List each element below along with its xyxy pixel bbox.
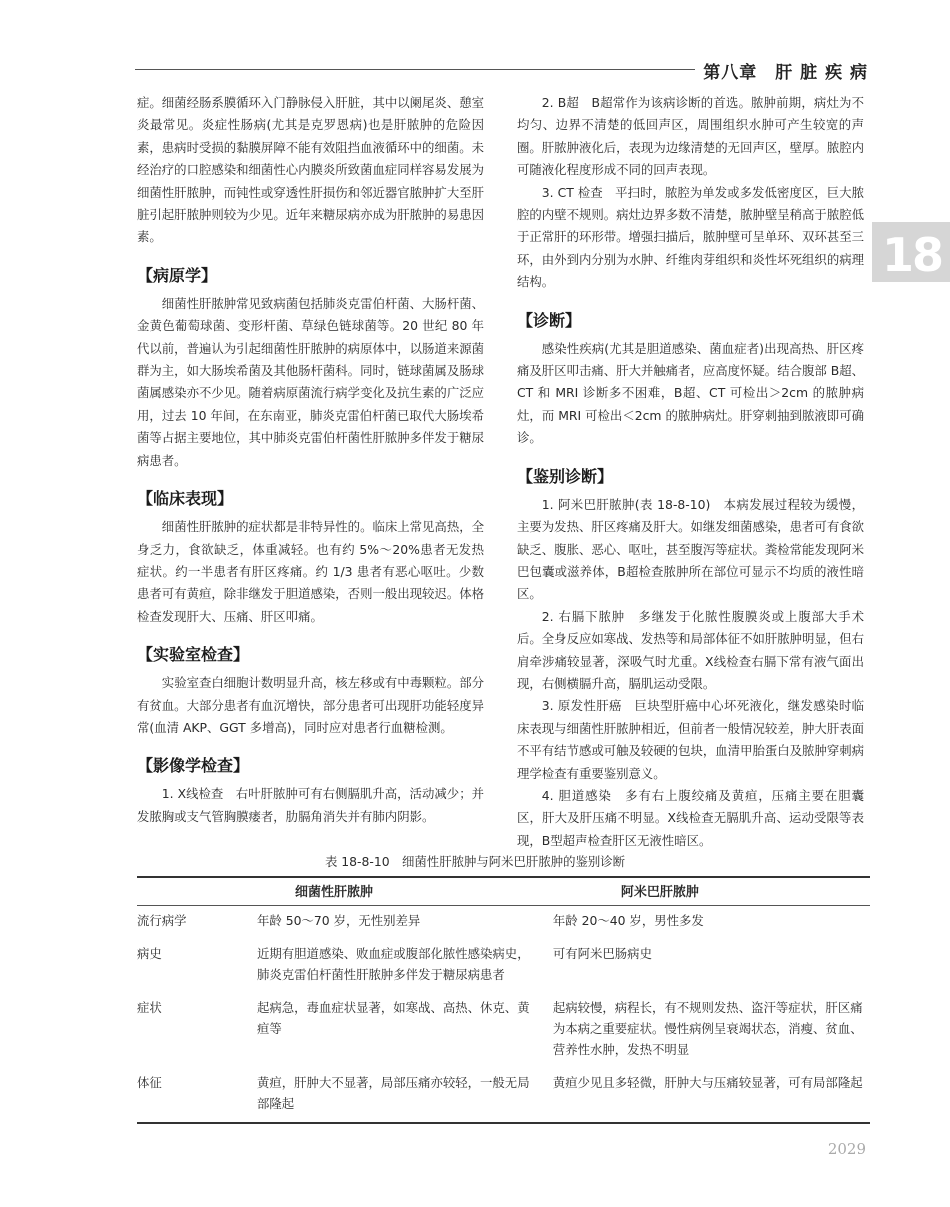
table-header-row — [137, 877, 870, 906]
ultrasound-paragraph — [517, 92, 864, 182]
differential-item-1 — [517, 494, 864, 606]
differential-item-1-text: 本病发展过程较为缓慢，主要为发热、肝区疼痛及肝大。如继发细菌感染，患者可有食欲缺乏、腹胀、恶心、呕吐，甚至腹泻等症状。粪检常能发现阿米巴包囊或滋养体，B超检查脓肿所在部位可显示不均质的液性暗区。 — [517, 496, 864, 602]
header-rule — [135, 69, 695, 70]
chapter-tab-number: 18 — [882, 228, 943, 282]
table-cell: 近期有胆道感染、败血症或腹部化脓性感染病史，肺炎克雷伯杆菌性肝脓肿多伴发于糖尿病患者 — [257, 946, 530, 982]
differential-item-4-text: 多有右上腹绞痛及黄疸，压痛主要在胆囊区，肝大及肝压痛不明显。X线检查无膈肌升高、运动受限等表现，B型超声检查肝区无液性暗区。 — [517, 787, 865, 848]
diagnosis-paragraph: 感染性疾病(尤其是胆道感染、菌血症者)出现高热、肝区疼痛及肝区叩击痛、肝大并触痛者，应高度怀疑。结合腹部 B超、CT 和 MRI 诊断多不困难，B超、CT 可检出＞2cm 的脓肿病灶，而 MRI 可检出＜2cm 的脓肿病灶。肝穿刺抽到脓液即可确诊。 — [517, 340, 864, 446]
differential-item-2-text: 多继发于化脓性腹膜炎或上腹部大手术后。全身反应如寒战、发热等和局部体征不如肝脓肿明显，但右肩牵涉痛较显著，深吸气时尤重。X线检查右膈下常有液气面出现，右侧横膈升高，膈肌运动受限。 — [517, 608, 864, 691]
table-row — [137, 1068, 870, 1123]
differential-item-3 — [517, 695, 864, 785]
ultrasound-lead: 2. B超 — [541, 95, 579, 110]
chapter-tab — [872, 222, 950, 282]
comparison-table — [137, 876, 870, 1124]
table-row-label: 病史 — [137, 946, 162, 961]
clinical-paragraph: 细菌性肝脓肿的症状都是非特异性的。临床上常见高热，全身乏力，食欲缺乏，体重减轻。也有约 5%～20%患者无发热症状。约一半患者有肝区疼痛。约 1/3 患者有恶心呕吐。少数患者可有黄疸，除非继发于胆道感染，否则一般出现较迟。体格检查发现肝大、压痛、肝区叩痛。 — [137, 519, 484, 624]
xray-text: 右叶肝脓肿可有右侧膈肌升高，活动减少；并发脓胸或支气管胸膜瘘者，肋膈角消失并有肺内阴影。 — [137, 786, 485, 824]
differential-item-4 — [517, 785, 864, 852]
etiology-paragraph: 细菌性肝脓肿常见致病菌包括肺炎克雷伯杆菌、大肠杆菌、金黄色葡萄球菌、变形杆菌、草绿色链球菌等。20 世纪 80 年代以前，普遍认为引起细菌性肝脓肿的病原体中，以肠道来源菌群为主，如大肠埃希菌及其他肠杆菌科。同时，链球菌属及肠球菌属感染亦不少见。随着病原菌流行病学变化及抗生素的广泛应用，过去 10 年间，在东南亚，肺炎克雷伯杆菌已取代大肠埃希菌等占据主要地位，其中肺炎克雷伯杆菌性肝脓肿多伴发于糖尿病患者。 — [137, 295, 484, 468]
table-row — [137, 906, 870, 940]
diagnosis-heading: 【诊断】 — [517, 310, 582, 330]
xray-paragraph — [137, 783, 484, 828]
lab-paragraph: 实验室查白细胞计数明显升高，核左移或有中毒颗粒。部分有贫血。大部分患者有血沉增快，部分患者可出现肝功能轻度异常(血清 AKP、GGT 多增高)，同时应对患者行血糖检测。 — [137, 675, 484, 735]
table-cell: 黄疸少见且多轻微，肝肿大与压痛较显著，可有局部隆起 — [553, 1068, 870, 1123]
xray-lead: 1. X线检查 — [161, 786, 224, 802]
table-header-cell: 阿米巴肝脓肿 — [553, 877, 870, 906]
table-cell: 黄疸，肝肿大不显著，局部压痛亦较轻，一般无局部隆起 — [257, 1068, 553, 1123]
table-header-cell: 细菌性肝脓肿 — [257, 877, 553, 906]
lab-heading: 【实验室检查】 — [137, 645, 250, 665]
differential-item-4-lead: 4. 胆道感染 — [541, 787, 612, 803]
clinical-heading: 【临床表现】 — [137, 489, 234, 509]
imaging-heading: 【影像学检查】 — [137, 756, 250, 776]
differential-item-2-lead: 2. 右膈下脓肿 — [541, 608, 626, 624]
table-row — [137, 939, 870, 993]
table-row-label: 症状 — [137, 1000, 162, 1015]
differential-item-3-lead: 3. 原发性肝癌 — [541, 698, 622, 714]
table-row-label: 流行病学 — [137, 913, 187, 928]
right-column — [517, 92, 864, 852]
table-header-cell — [137, 877, 257, 906]
ct-text: 平扫时，脓腔为单发或多发低密度区，巨大脓腔的内壁不规则。病灶边界多数不清楚，脓肿壁呈稍高于脓腔低于正常肝的环形带。增强扫描后，脓肿壁可呈单环、双环甚至三环，由外到内分别为水肿、纤维肉芽组织和炎性坏死组织的病理结构。 — [517, 184, 865, 290]
intro-paragraph: 症。细菌经肠系膜循环入门静脉侵入肝脏，其中以阑尾炎、憩室炎最常见。炎症性肠病(尤其是克罗恩病)也是肝脓肿的危险因素，患病时受损的黏膜屏障不能有效阻挡血液循环中的细菌。未经治疗的口腔感染和细菌性心内膜炎所致菌血症同样容易发展为细菌性肝脓肿，而钝性或穿透性肝损伤和邻近器官脓肿扩大至肝脏引起肝脓肿则较为少见。近年来糖尿病亦成为肝脓肿的易患因素。 — [137, 95, 484, 245]
differential-item-3-text: 巨块型肝癌中心坏死液化，继发感染时临床表现与细菌性肝脓肿相近，但前者一般情况较差，肿大肝表面不平有结节感或可触及较硬的包块，血清甲胎蛋白及脓肿穿刺病理学检查有重要鉴别意义。 — [517, 698, 864, 781]
table-caption: 表 18-8-10 细菌性肝脓肿与阿米巴肝脓肿的鉴别诊断 — [324, 854, 626, 869]
etiology-heading: 【病原学】 — [137, 265, 218, 285]
chapter-title: 第八章 肝 脏 疾 病 — [703, 63, 868, 83]
table-cell: 起病急，毒血症状显著，如寒战、高热、休克、黄疸等 — [257, 1000, 530, 1036]
page-number: 2029 — [827, 1140, 866, 1158]
table-row — [137, 993, 870, 1068]
ct-lead: 3. CT 检查 — [541, 184, 603, 200]
table-cell: 年龄 20～40 岁，男性多发 — [552, 913, 704, 928]
differential-item-2 — [517, 606, 864, 696]
table-cell: 起病较慢，病程长，有不规则发热、盗汗等症状，肝区痛为本病之重要症状。慢性病例呈衰竭状态，消瘦、贫血、营养性水肿，发热不明显 — [552, 1000, 863, 1057]
table-row-label: 体征 — [137, 1068, 257, 1123]
differential-heading: 【鉴别诊断】 — [517, 466, 614, 486]
left-column — [137, 92, 484, 828]
ct-paragraph — [517, 182, 864, 294]
table-cell: 可有阿米巴肠病史 — [552, 946, 652, 961]
differential-item-1-lead: 1. 阿米巴肝脓肿(表 18-8-10) — [541, 496, 711, 512]
table-cell: 年龄 50～70 岁，无性别差异 — [257, 913, 421, 928]
ultrasound-text: B超常作为该病诊断的首选。脓肿前期，病灶为不均匀、边界不清楚的低回声区，周围组织水肿可产生较宽的声圈。肝脓肿液化后，表现为边缘清楚的无回声区，壁厚。脓腔内可随液化程度形成不同的回声表现。 — [517, 95, 864, 178]
